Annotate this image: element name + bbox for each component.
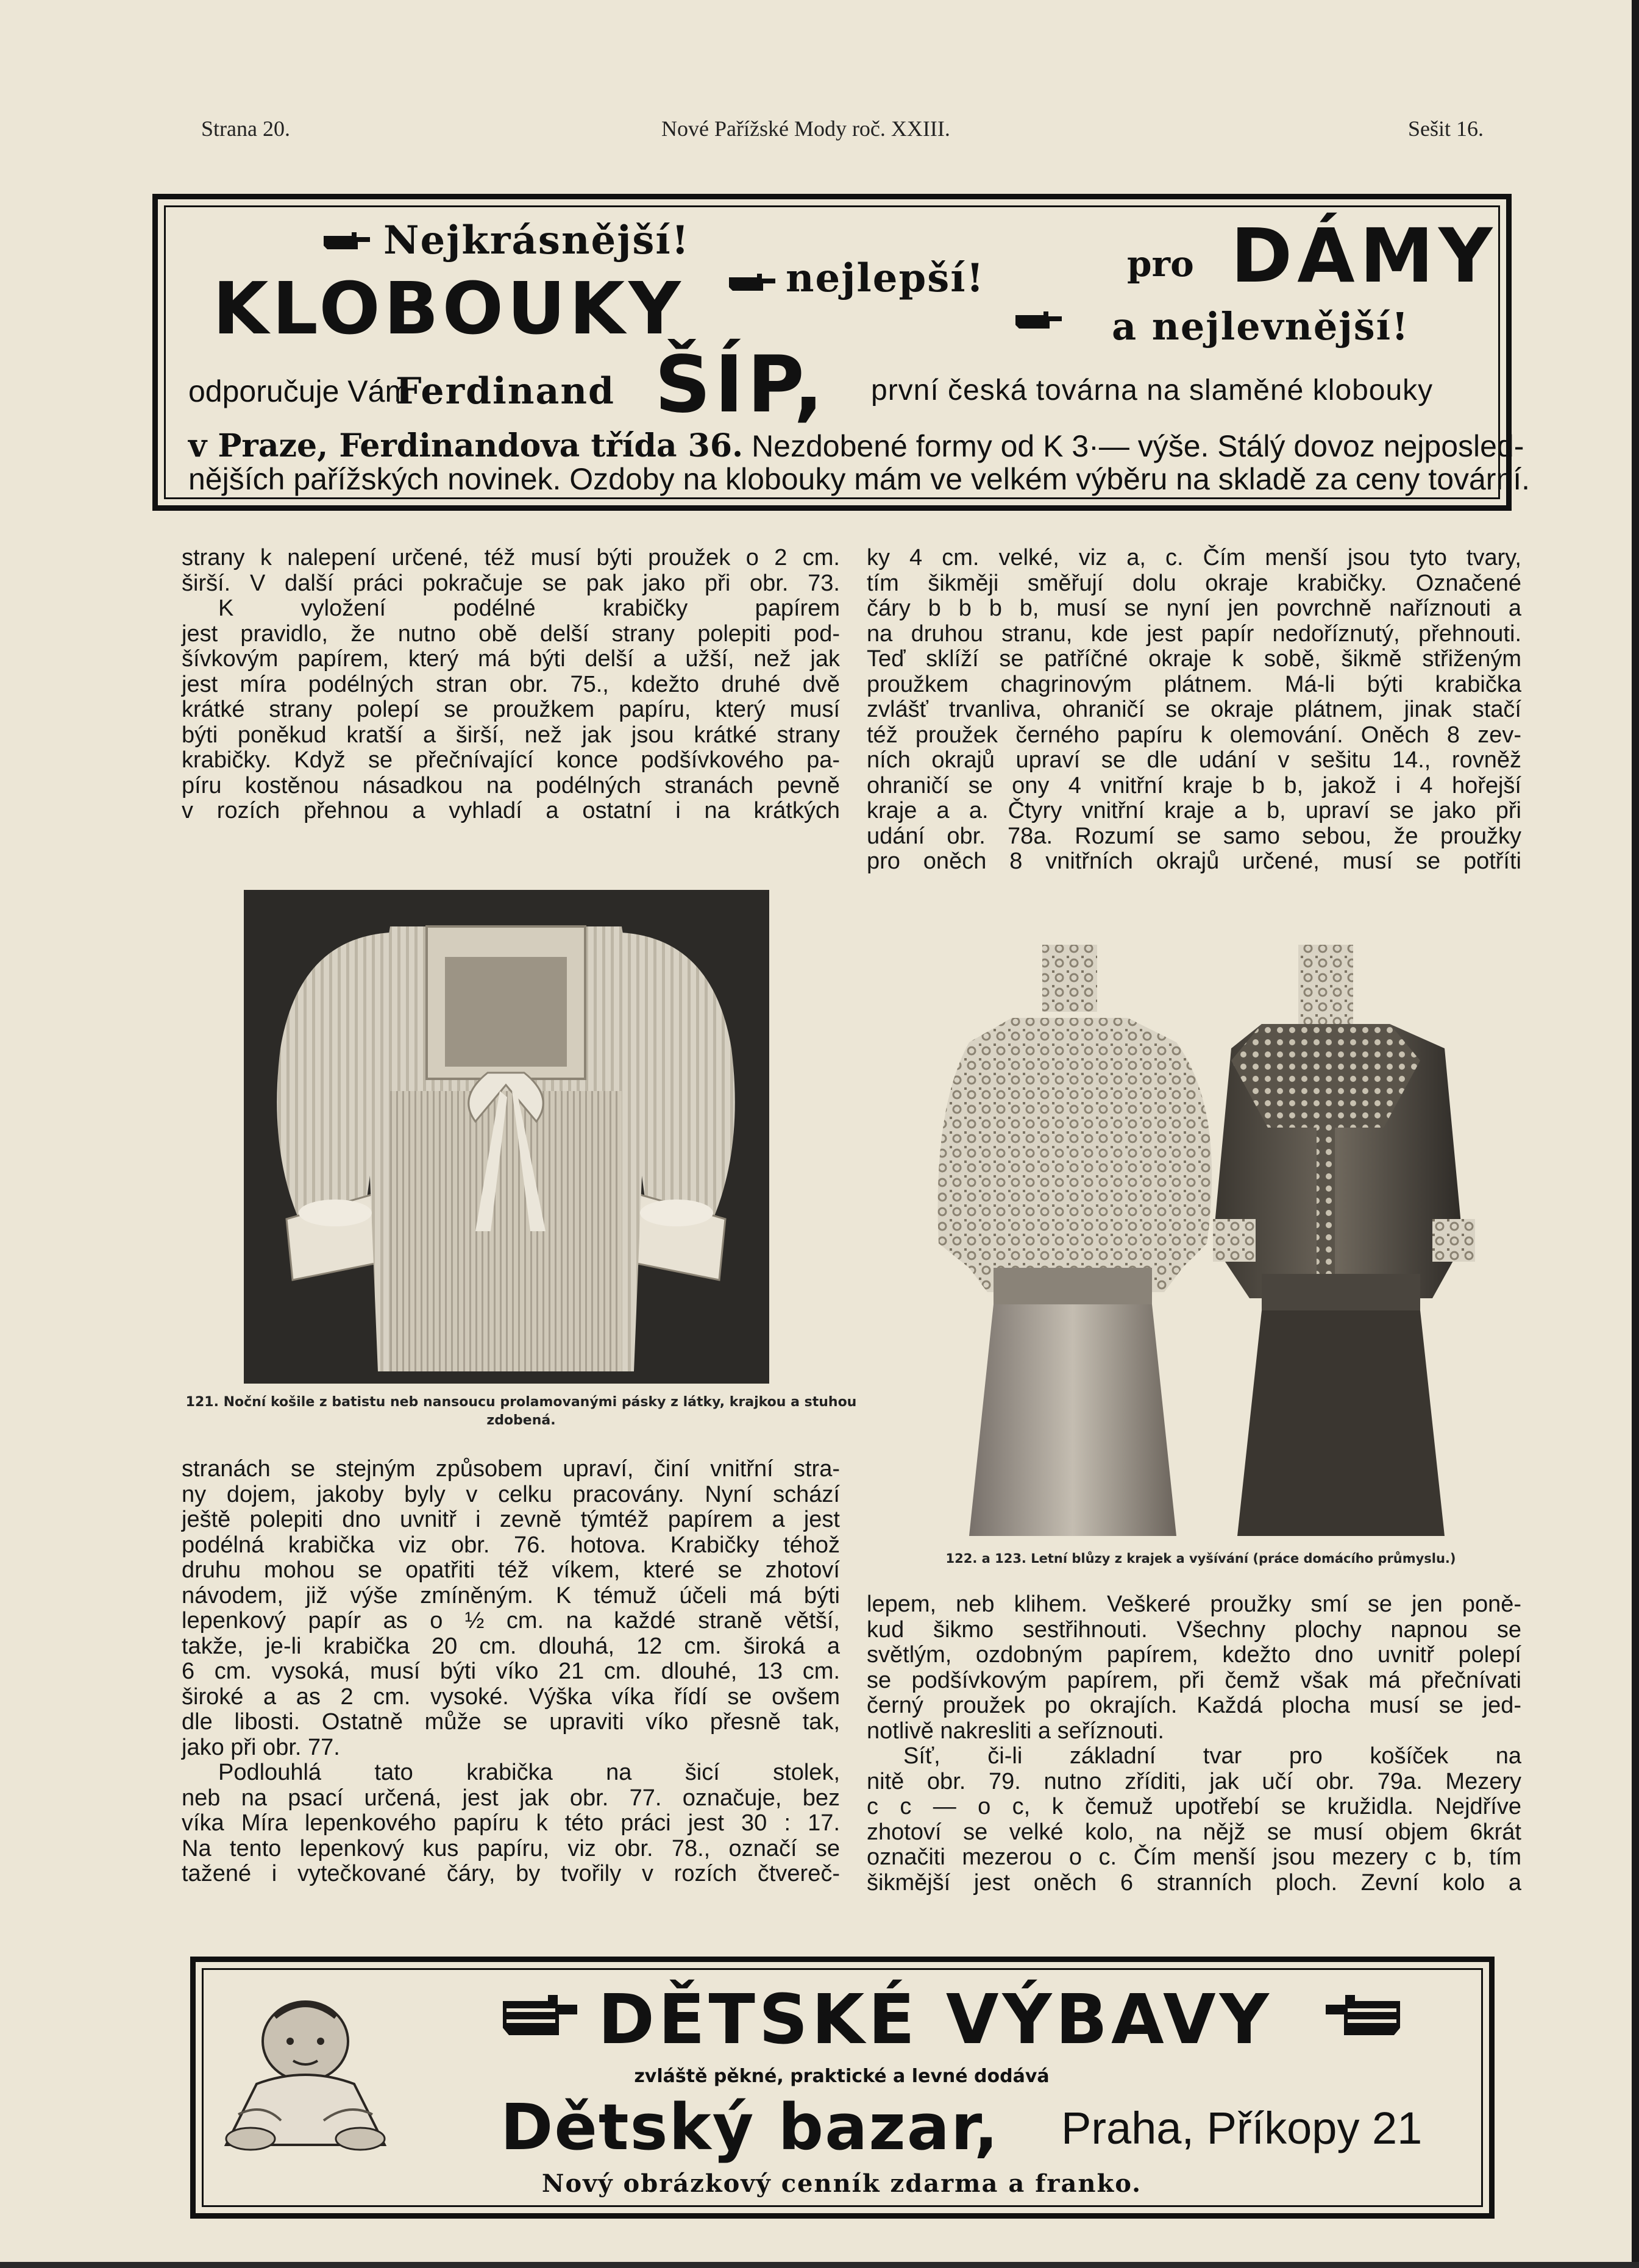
text-line: v rozích přehnou a vyhladí a ostatní i na krátkých xyxy=(182,798,840,823)
text-line: dle libosti. Ostatně může se upraviti víko přesně tak, xyxy=(182,1709,840,1735)
ad-praha-prikopy: Praha, Příkopy 21 xyxy=(1061,2103,1423,2153)
nightshirt-illustration xyxy=(244,890,769,1384)
text-line: K vyložení podélné krabičky papírem xyxy=(218,595,840,621)
ad-pro: pro xyxy=(1127,243,1194,285)
issue-number: Sešit 16. xyxy=(1408,116,1484,141)
ad-nejlevnejsi: a nejlevnější! xyxy=(1112,304,1410,349)
col2-bottom-text xyxy=(867,1592,1521,1896)
baby-outfit-advertisement xyxy=(190,1957,1495,2219)
text-line: proužkem chagrinovým plátnem. Má-li býti krabička xyxy=(867,671,1521,697)
figure-121-caption: 121. Noční košile z batistu neb nansoucu prolamovanými pásky z látky, krajkou a stuhou zdobená. xyxy=(185,1395,857,1428)
ad-nejlepsi: nejlepší! xyxy=(786,255,985,301)
text-line: stranách se stejným způsobem upraví, činí vnitřní stra- xyxy=(182,1456,840,1482)
text-line: krabičky. Když se přečnívající konce podšívkového pa- xyxy=(182,747,840,773)
col1-top-text xyxy=(182,546,840,824)
text-line: býti poněkud kratší a širší, než jak jsou krátké strany xyxy=(182,722,840,748)
text-line: notlivě nakresliti a seříznouti. xyxy=(867,1718,1164,1744)
col2-top-text xyxy=(867,546,1521,875)
text-line: víka Míra lepenkového papíru k této práci jest 30 : 17. xyxy=(182,1810,840,1836)
text-line: šívkovým papírem, který má býti delší a užší, než jak xyxy=(182,646,840,672)
text-line: Síť, či-li základní tvar pro košíček na xyxy=(903,1743,1521,1769)
text-line: Podlouhlá tato krabička na šicí stolek, xyxy=(218,1760,840,1785)
text-line: zhotoví se velké kolo, na nějž se musí objem 6krát xyxy=(867,1819,1521,1845)
text-line: černý proužek po okrajích. Každá plocha musí se jed- xyxy=(867,1693,1521,1718)
text-line: označiti mezerou o c. Čím menší jsou mezery c b, tím xyxy=(867,1844,1521,1870)
text-line: zvlášť trvanliva, ohraničí se okraje plátnem, jinak stačí xyxy=(867,697,1521,722)
text-line: c c — o c, k čemuž upotřebí se kružidla. Nejdříve xyxy=(867,1794,1521,1819)
text-line: píru kostěnou násadkou na podélných stranách pevně xyxy=(182,772,840,798)
text-line: se podšívkovým papírem, při čemž však má přečnívati xyxy=(867,1667,1521,1693)
text-line: světlým, ozdobným papírem, kdežto dno uvnitř polepí xyxy=(867,1642,1521,1668)
text-line: kraje a a. Čtyry vnitřní kraje a b, upraví se jako při xyxy=(867,798,1521,823)
text-line: podélná krabička viz obr. 76. hotova. Krabičky téhož xyxy=(182,1532,840,1558)
text-line: tažené i vytečkované čáry, by tvořily v rozích čtvereč- xyxy=(182,1861,840,1886)
text-line: 6 cm. vysoká, musí býti víko 21 cm. dlouhé, 13 cm. xyxy=(182,1658,840,1684)
text-line: krátké strany polepí se proužkem papíru, který musí xyxy=(182,697,840,722)
text-line: lepem, neb klihem. Veškeré proužky smí se jen poně- xyxy=(867,1591,1521,1617)
text-line: ky 4 cm. velké, viz a, c. Čím menší jsou tyto tvary, xyxy=(867,545,1521,571)
hat-advertisement xyxy=(152,194,1531,511)
scan-edge-bottom xyxy=(0,2262,1639,2268)
text-line: Na tento lepenkový kus papíru, viz obr. 78., označí se xyxy=(182,1835,840,1861)
text-line: ještě polepiti dno uvnitř i zevně týmtéž papírem a jest xyxy=(182,1507,840,1532)
ad-odporucuje: odporučuje Vám xyxy=(188,374,411,408)
pointing-hand-icon xyxy=(1323,1992,1403,2041)
text-line: ny dojem, jakoby byly v celku pracovány. Nyní schází xyxy=(182,1481,840,1507)
blouses-illustration xyxy=(920,926,1493,1542)
text-line: takže, je-li krabička 20 cm. dlouhá, 12 cm. široká a xyxy=(182,1633,840,1659)
journal-title: Nové Pařížské Mody roč. XXIII. xyxy=(661,116,950,141)
text-line: ních okrajů upraví se dle udání v sešitu 14., rovněž xyxy=(867,747,1521,773)
ad-tagline: zvláště pěkné, praktické a levné dodává xyxy=(634,2066,1050,2087)
text-line: udání obr. 78a. Rozumí se samo sebou, že proužky xyxy=(867,823,1521,849)
ad-detsky-bazar: Dětský bazar, xyxy=(500,2090,1000,2164)
text-line: široké a as 2 cm. vysoké. Výška víka řídí se ovšem xyxy=(182,1683,840,1710)
text-line: neb na psací určená, jest jak obr. 77. označuje, bez xyxy=(182,1785,840,1811)
col1-bottom-text xyxy=(182,1457,840,1887)
ad-ferdinand: Ferdinand xyxy=(396,370,615,413)
scan-edge-right xyxy=(1632,0,1639,2268)
ad-detske-vybavy: DĚTSKÉ VÝBAVY xyxy=(598,1980,1273,2060)
text-line: širší. V další práci pokračuje se pak jako při obr. 73. xyxy=(182,570,840,596)
text-line: jest pravidlo, že nutno obě delší strany polepiti pod- xyxy=(182,620,840,647)
text-line: druhu mohou se opatřiti též víkem, které se zhotoví xyxy=(182,1557,840,1583)
figure-122-123-caption: 122. a 123. Letní blůzy z krajek a vyšívání (práce domácího průmyslu.) xyxy=(945,1551,1456,1566)
text-line: též proužek černého papíru k olemování. Oněch 8 zev- xyxy=(867,722,1521,748)
text-line: jako při obr. 77. xyxy=(182,1734,340,1760)
text-line: Teď sklíží se patříčné okraje k sobě, šikmě střiženým xyxy=(867,646,1521,672)
ad-nejkrasnejsi: Nejkrásnější! xyxy=(383,218,690,263)
ad-tovarna: první česká továrna na slaměné klobouky xyxy=(871,374,1434,407)
text-line: na druhou stranu, kde jest papír nedoříznutý, přehnouti. xyxy=(867,620,1521,647)
text-line: strany k nalepení určené, též musí býti proužek o 2 cm. xyxy=(182,545,840,571)
text-line: ohraničí se ony 4 vnitřní kraje b b, jakož i 4 hořejší xyxy=(867,772,1521,798)
text-line: lepenkový papír as o ½ cm. na každé straně větší, xyxy=(182,1608,840,1633)
page-number: Strana 20. xyxy=(201,116,290,141)
text-line: návodem, již výše zmíněným. K témuž účeli má býti xyxy=(182,1582,840,1609)
ad-text-line2: nějších pařížských novinek. Ozdoby na klobouky mám ve velkém výběru na skladě za ceny tovární. xyxy=(188,462,1531,496)
pointing-hand-icon xyxy=(322,231,371,252)
ad-address: v Praze, Ferdinandova třída 36. xyxy=(188,427,744,464)
text-line: kud šikmo sestřihnouti. Všechny plochy napnou se xyxy=(867,1616,1521,1643)
text-line: pro oněch 8 vnitřních okrajů určené, musí se potříti xyxy=(867,848,1521,874)
ad-sip: ŠÍP, xyxy=(655,339,827,430)
pointing-hand-icon xyxy=(500,1992,580,2041)
text-line: nitě obr. 79. nutno zříditi, jak učí obr. 79a. Mezery xyxy=(867,1768,1521,1794)
ad-text-line1: Nezdobené formy od K 3·— výše. Stálý dovoz nejposled- xyxy=(752,429,1524,463)
text-line: tím šikměji směřují dolu okraje krabičky. Označené xyxy=(867,570,1521,596)
ad-damy: DÁMY xyxy=(1231,213,1498,299)
ad-cenik: Nový obrázkový cenník zdarma a franko. xyxy=(541,2169,1142,2198)
text-line: šikmější jest oněch 6 stranních ploch. Zevní kolo a xyxy=(867,1869,1521,1896)
text-line: jest míra podélných stran obr. 75., kdežto druhé dvě xyxy=(182,671,840,697)
pointing-hand-icon xyxy=(1014,310,1063,331)
text-line: čáry b b b b, musí se nyní jen povrchně naříznouti a xyxy=(867,595,1521,621)
ad-klobouky: KLOBOUKY xyxy=(213,266,684,350)
pointing-hand-icon xyxy=(728,272,777,293)
